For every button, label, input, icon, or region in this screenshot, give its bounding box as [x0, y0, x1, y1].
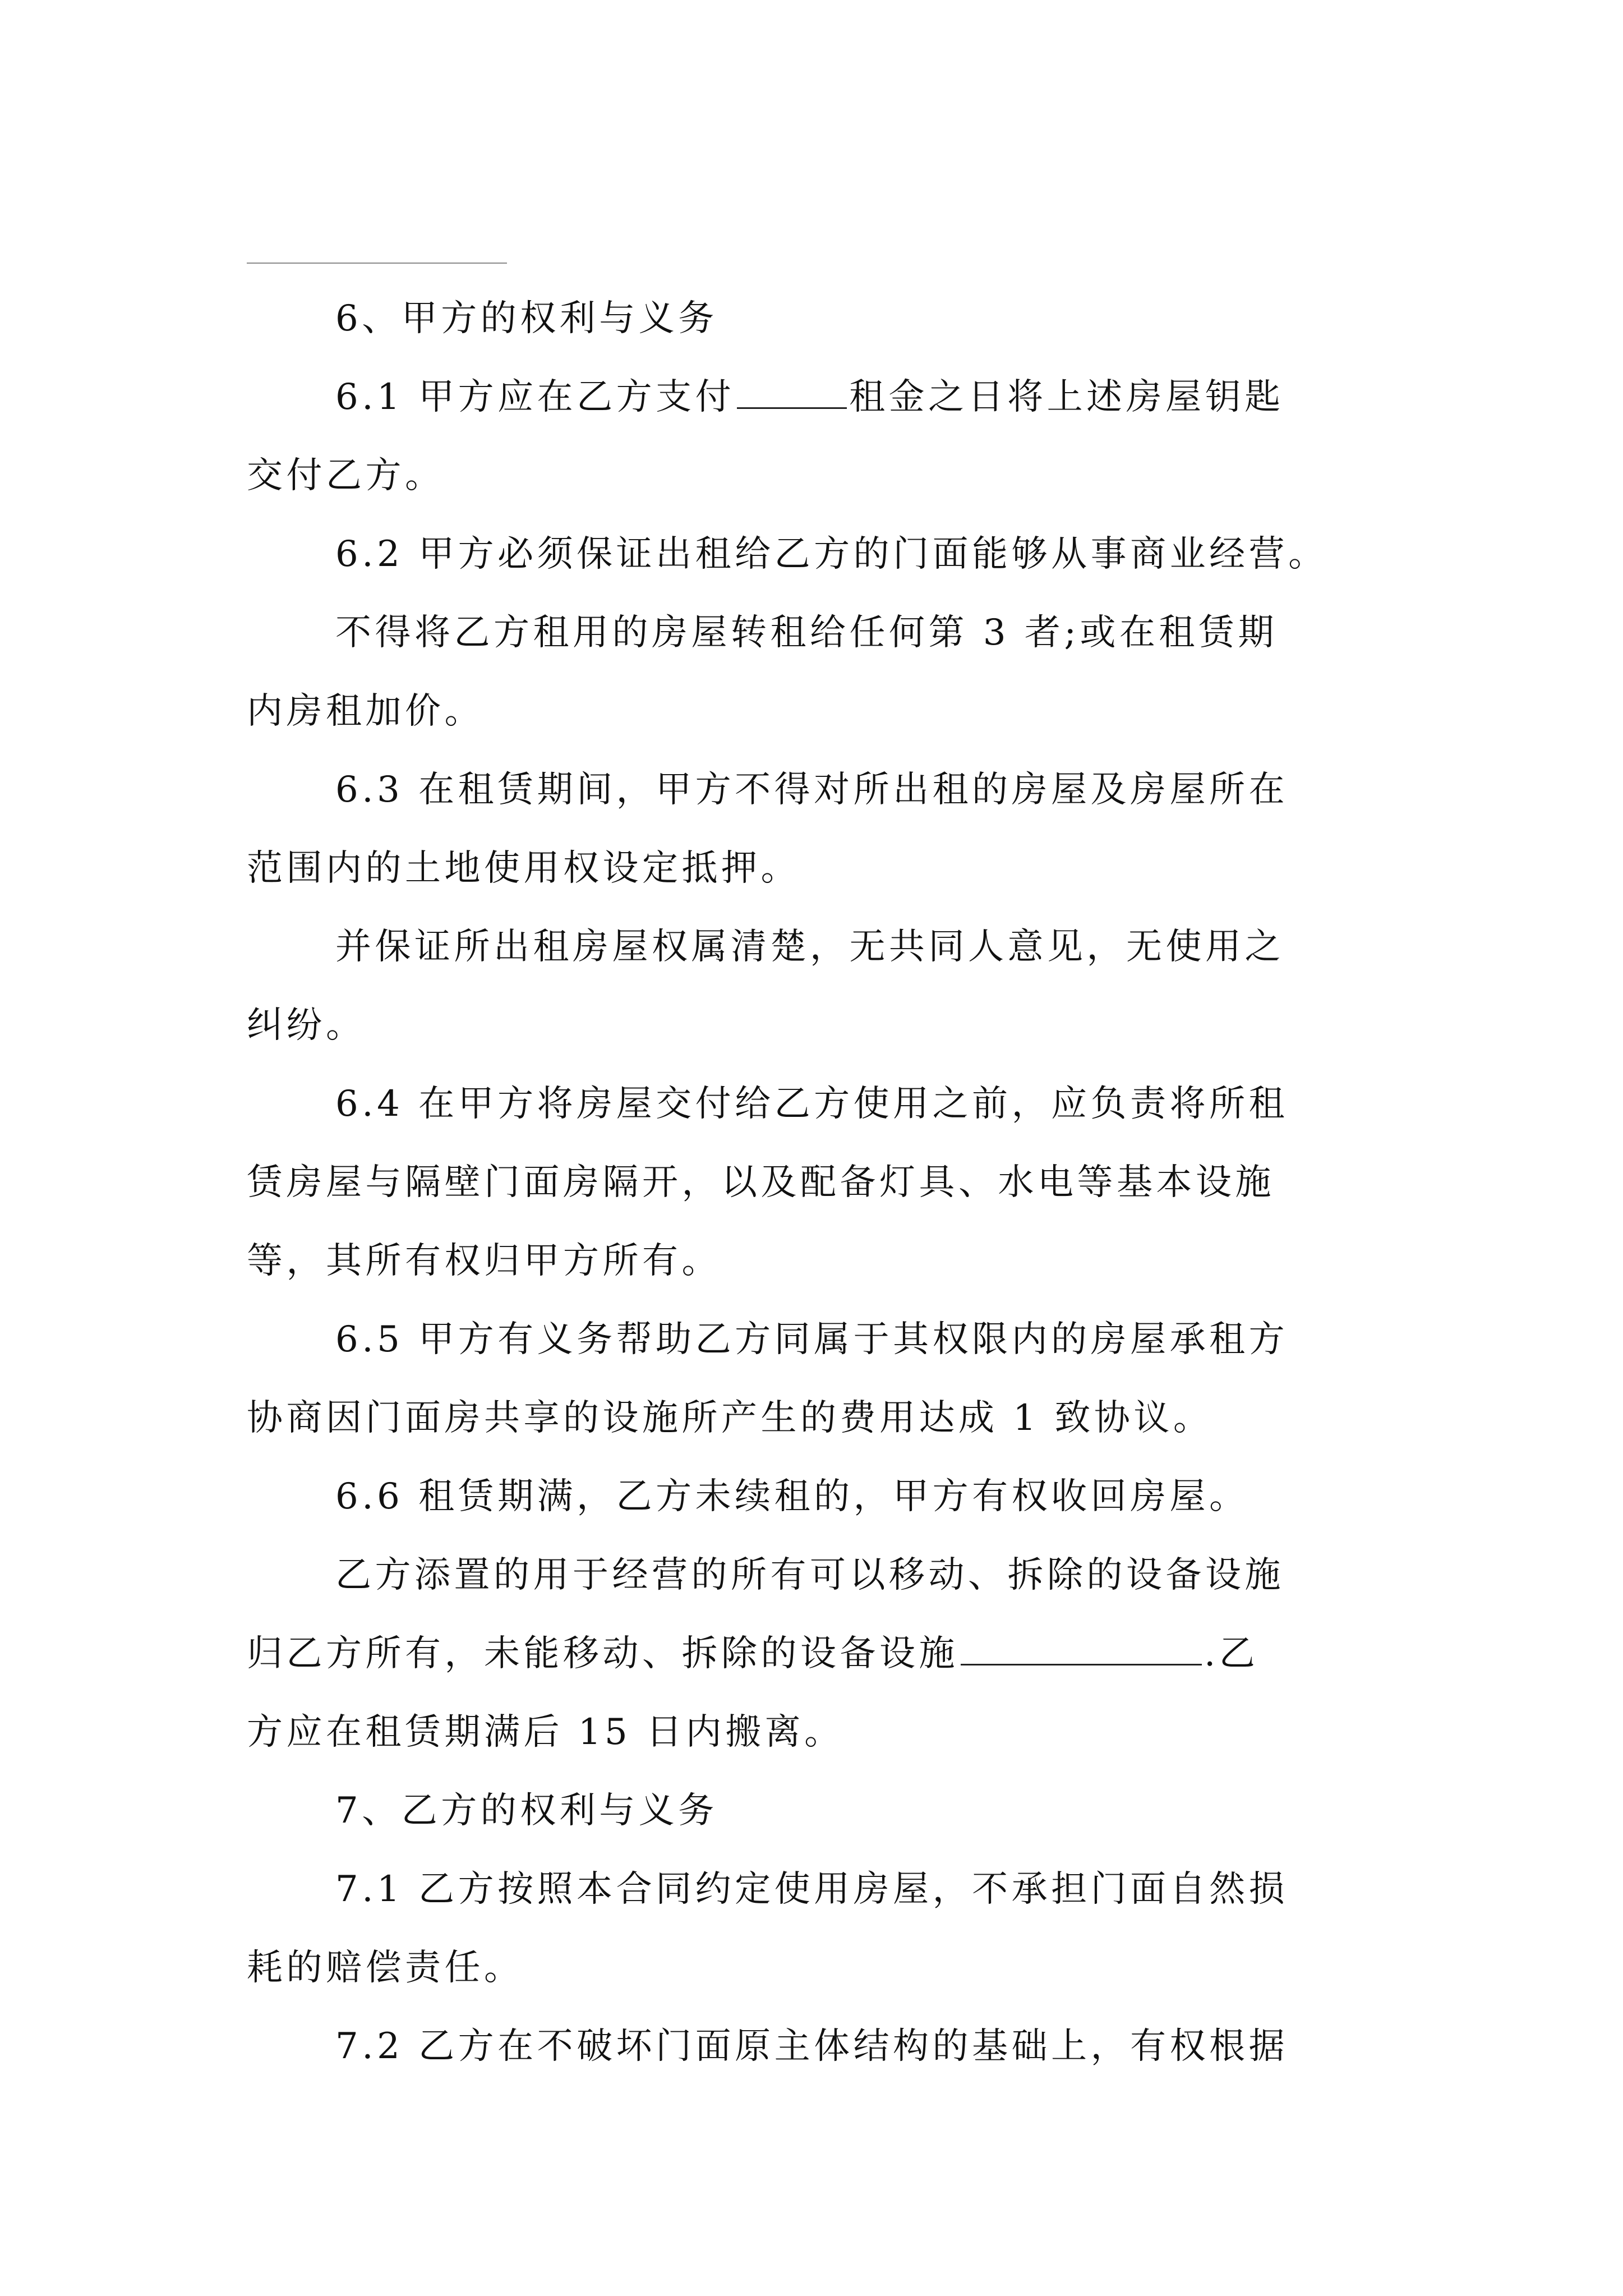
text-line: 6.4 在甲方将房屋交付给乙方使用之前，应负责将所租	[335, 1083, 1289, 1125]
clause-6-4-line-3	[247, 1239, 721, 1283]
text-line: 归乙方所有，未能移动、拆除的设备设施	[247, 1633, 958, 1674]
clause-6-3-line-3	[335, 924, 1284, 969]
clause-6-6-line-2	[335, 1553, 1284, 1598]
text-line: 不得将乙方租用的房屋转租给任何第 3 者;或在租赁期	[335, 612, 1278, 654]
clause-6-2-line-1	[335, 532, 1328, 577]
text-line: 租金之日将上述房屋钥匙	[849, 376, 1284, 418]
clause-6-3-line-2	[247, 846, 800, 891]
clause-7-2-line-1	[335, 2024, 1288, 2069]
text-line: 协商因门面房共享的设施所产生的费用达成 1 致协议。	[247, 1397, 1213, 1439]
text-line: 6.6 租赁期满，乙方未续租的，甲方有权收回房屋。	[335, 1476, 1249, 1517]
text-line: 7、乙方的权利与义务	[335, 1790, 718, 1832]
clause-6-3-line-4	[247, 1003, 366, 1048]
text-line: 交付乙方。	[247, 455, 445, 496]
fill-in-blank	[737, 376, 847, 409]
clause-6-4-line-1	[335, 1082, 1288, 1126]
top-separator-rule	[247, 263, 507, 264]
text-line: 赁房屋与隔壁门面房隔开，以及配备灯具、水电等基本设施	[247, 1162, 1275, 1203]
text-line: 6.1 甲方应在乙方支付	[335, 376, 735, 418]
fill-in-blank	[961, 1632, 1202, 1665]
clause-6-3-line-1	[335, 767, 1288, 812]
text-line: 6.5 甲方有义务帮助乙方同属于其权限内的房屋承租方	[335, 1319, 1289, 1360]
section-6-heading	[335, 296, 718, 341]
text-line: 方应在租赁期满后 15 日内搬离。	[247, 1711, 844, 1753]
clause-6-5-line-2	[247, 1396, 1212, 1441]
clause-7-1-line-1	[335, 1867, 1288, 1912]
text-line: 并保证所出租房屋权属清楚，无共同人意见，无使用之	[335, 926, 1284, 968]
section-7-heading	[335, 1788, 718, 1833]
text-line: 范围内的土地使用权设定抵押。	[247, 848, 800, 889]
clause-6-6-line-3	[247, 1631, 1258, 1676]
text-line: 内房租加价。	[247, 691, 484, 732]
clause-6-1-line-1	[335, 375, 1284, 420]
clause-6-6-line-1	[335, 1474, 1249, 1519]
text-line: .乙	[1204, 1633, 1259, 1674]
clause-6-2-line-2	[335, 610, 1278, 655]
text-line: 等，其所有权归甲方所有。	[247, 1240, 721, 1282]
clause-7-1-line-2	[247, 1945, 524, 1990]
clause-6-1-line-2	[247, 453, 445, 498]
clause-6-4-line-2	[247, 1160, 1275, 1205]
text-line: 6.2 甲方必须保证出租给乙方的门面能够从事商业经营。	[335, 533, 1328, 575]
text-line: 乙方添置的用于经营的所有可以移动、拆除的设备设施	[335, 1554, 1284, 1596]
text-line: 纠纷。	[247, 1005, 366, 1046]
text-line: 7.1 乙方按照本合同约定使用房屋，不承担门面自然损	[335, 1869, 1289, 1910]
clause-6-5-line-1	[335, 1317, 1288, 1362]
clause-6-6-line-4	[247, 1710, 844, 1755]
clause-6-2-line-3	[247, 689, 484, 734]
text-line: 6、甲方的权利与义务	[335, 298, 718, 339]
text-line: 耗的赔偿责任。	[247, 1947, 524, 1989]
text-line: 6.3 在租赁期间，甲方不得对所出租的房屋及房屋所在	[335, 769, 1289, 811]
text-line: 7.2 乙方在不破坏门面原主体结构的基础上，有权根据	[335, 2026, 1289, 2067]
